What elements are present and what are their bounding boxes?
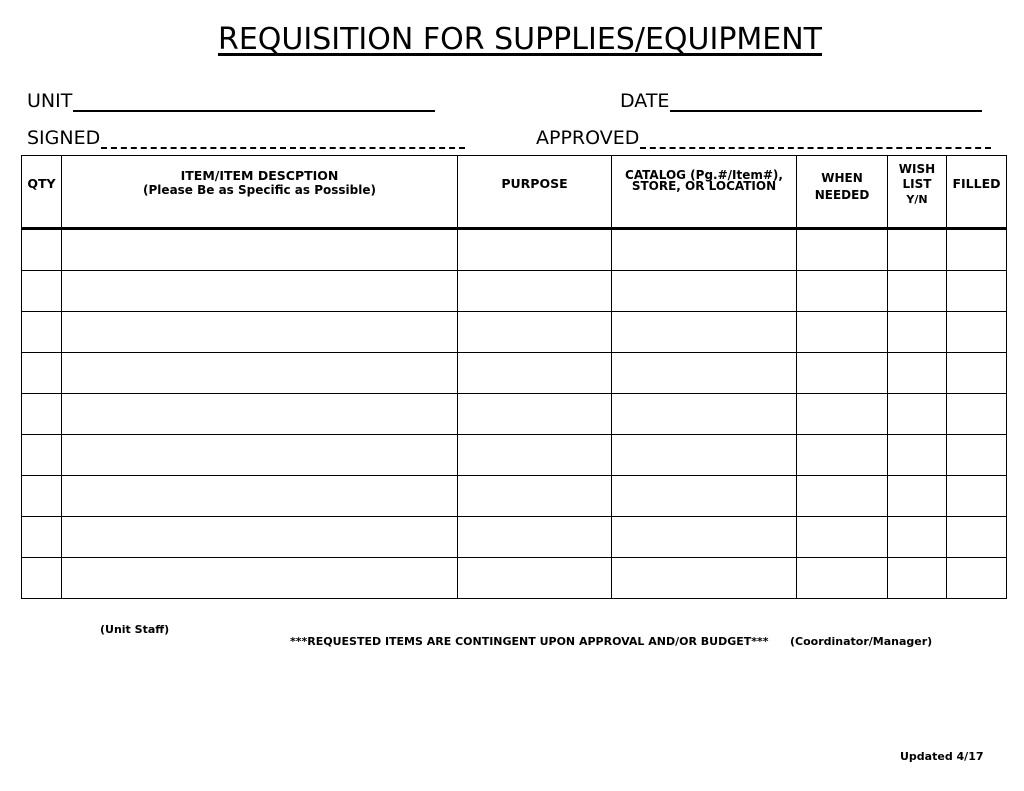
cell-catalog[interactable] [612,476,797,517]
table-row [22,517,1007,558]
cell-item[interactable] [62,476,458,517]
cell-wish-list[interactable] [888,229,947,271]
cell-qty[interactable] [22,271,62,312]
form-title: REQUISITION FOR SUPPLIES/EQUIPMENT [217,22,823,57]
cell-purpose[interactable] [458,476,612,517]
header-item-label: ITEM/ITEM DESCPTION [180,168,339,183]
table-row [22,229,1007,271]
cell-filled[interactable] [947,312,1007,353]
cell-when-needed[interactable] [797,229,888,271]
cell-purpose[interactable] [458,271,612,312]
cell-item[interactable] [62,517,458,558]
header-qty: QTY [22,156,62,229]
cell-wish-list[interactable] [888,476,947,517]
header-wish-line2: LIST [902,177,932,191]
table-row [22,353,1007,394]
cell-item[interactable] [62,229,458,271]
cell-qty[interactable] [22,476,62,517]
cell-when-needed[interactable] [797,435,888,476]
cell-catalog[interactable] [612,435,797,476]
approved-label: APPROVED [536,127,640,149]
cell-filled[interactable] [947,353,1007,394]
table-header-row [22,156,1007,229]
cell-purpose[interactable] [458,353,612,394]
header-purpose: PURPOSE [458,156,612,229]
cell-wish-list[interactable] [888,271,947,312]
cell-catalog[interactable] [612,394,797,435]
cell-wish-list[interactable] [888,517,947,558]
cell-filled[interactable] [947,271,1007,312]
cell-purpose[interactable] [458,312,612,353]
unit-label: UNIT [27,90,73,112]
cell-purpose[interactable] [458,229,612,271]
cell-filled[interactable] [947,435,1007,476]
cell-when-needed[interactable] [797,558,888,599]
date-label: DATE [620,90,670,112]
header-catalog-line2: STORE, OR LOCATION [631,179,777,193]
cell-filled[interactable] [947,558,1007,599]
cell-catalog[interactable] [612,353,797,394]
cell-catalog[interactable] [612,312,797,353]
signed-input-line[interactable] [101,129,465,149]
cell-catalog[interactable] [612,271,797,312]
coordinator-note: (Coordinator/Manager) [790,635,933,648]
unit-staff-note: (Unit Staff) [100,623,170,636]
cell-qty[interactable] [22,353,62,394]
cell-qty[interactable] [22,558,62,599]
cell-purpose[interactable] [458,394,612,435]
cell-item[interactable] [62,558,458,599]
cell-wish-list[interactable] [888,394,947,435]
header-wish-list [888,156,947,229]
cell-wish-list[interactable] [888,353,947,394]
table-row [22,394,1007,435]
header-item-sub: (Please Be as Specific as Possible) [143,183,376,197]
date-input-line[interactable] [670,92,982,112]
requisition-table [21,155,1007,599]
cell-item[interactable] [62,271,458,312]
header-item [62,156,458,229]
cell-when-needed[interactable] [797,517,888,558]
cell-purpose[interactable] [458,558,612,599]
unit-input-line[interactable] [73,92,435,112]
table-row [22,312,1007,353]
cell-when-needed[interactable] [797,312,888,353]
table-row [22,476,1007,517]
cell-filled[interactable] [947,476,1007,517]
table-row [22,435,1007,476]
cell-item[interactable] [62,353,458,394]
cell-when-needed[interactable] [797,271,888,312]
table-body [22,229,1007,599]
unit-field [27,90,435,112]
header-filled: FILLED [947,156,1007,229]
approved-field [536,127,991,149]
table-row [22,558,1007,599]
cell-qty[interactable] [22,229,62,271]
cell-when-needed[interactable] [797,394,888,435]
approved-input-line[interactable] [640,129,991,149]
cell-catalog[interactable] [612,517,797,558]
cell-item[interactable] [62,435,458,476]
date-field [620,90,982,112]
cell-filled[interactable] [947,394,1007,435]
header-wish-line3: Y/N [906,193,928,206]
cell-qty[interactable] [22,435,62,476]
cell-wish-list[interactable] [888,312,947,353]
cell-item[interactable] [62,312,458,353]
cell-catalog[interactable] [612,558,797,599]
header-wish-line1: WISH [898,162,936,176]
cell-when-needed[interactable] [797,476,888,517]
header-when-needed [797,156,888,229]
cell-filled[interactable] [947,229,1007,271]
cell-item[interactable] [62,394,458,435]
header-catalog-line1: CATALOG (Pg.#/Item#), [625,168,783,182]
signed-label: SIGNED [27,127,101,149]
updated-note: Updated 4/17 [900,750,984,763]
cell-wish-list[interactable] [888,558,947,599]
cell-when-needed[interactable] [797,353,888,394]
cell-purpose[interactable] [458,435,612,476]
cell-purpose[interactable] [458,517,612,558]
cell-qty[interactable] [22,394,62,435]
cell-qty[interactable] [22,312,62,353]
header-when-line1: WHEN [821,171,863,185]
cell-wish-list[interactable] [888,435,947,476]
header-when-line2: NEEDED [814,188,870,202]
table-row [22,271,1007,312]
cell-filled[interactable] [947,517,1007,558]
contingent-note: ***REQUESTED ITEMS ARE CONTINGENT UPON APPROVAL AND/OR BUDGET*** [290,635,769,648]
header-catalog [612,156,797,229]
cell-qty[interactable] [22,517,62,558]
cell-catalog[interactable] [612,229,797,271]
signed-field [27,127,465,149]
